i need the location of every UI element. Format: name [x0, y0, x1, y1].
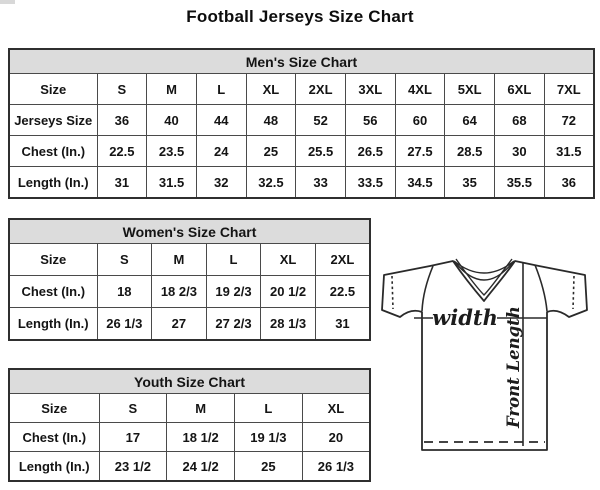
mens-size-chart-table: [8, 48, 595, 199]
table-row: [9, 136, 594, 167]
table-cell: 17: [99, 423, 167, 452]
table-cell: 23.5: [147, 136, 197, 167]
table-row: [9, 394, 370, 423]
table-row: [9, 276, 370, 308]
row-header-cell: Size: [9, 74, 97, 105]
table-cell: L: [196, 74, 246, 105]
table-cell: 20: [302, 423, 370, 452]
womens-table-title: Women's Size Chart: [9, 219, 370, 244]
table-cell: 33.5: [345, 167, 395, 199]
table-cell: 31: [97, 167, 147, 199]
width-label: width: [432, 305, 498, 330]
table-title-row: [9, 369, 370, 394]
table-row: [9, 74, 594, 105]
table-cell: 35.5: [495, 167, 545, 199]
table-row: [9, 105, 594, 136]
youth-table-title: Youth Size Chart: [9, 369, 370, 394]
table-cell: L: [206, 244, 261, 276]
table-cell: M: [152, 244, 207, 276]
table-cell: 68: [495, 105, 545, 136]
table-cell: L: [235, 394, 303, 423]
table-title-row: [9, 49, 594, 74]
table-row: [9, 167, 594, 199]
table-cell: 35: [445, 167, 495, 199]
table-cell: 31: [315, 308, 370, 341]
table-cell: 56: [345, 105, 395, 136]
row-header-cell: Length (In.): [9, 167, 97, 199]
table-row: [9, 244, 370, 276]
table-row: [9, 452, 370, 482]
table-cell: 22.5: [97, 136, 147, 167]
table-cell: S: [97, 244, 152, 276]
row-header-cell: Chest (In.): [9, 276, 97, 308]
table-cell: M: [167, 394, 235, 423]
table-cell: 32: [196, 167, 246, 199]
table-cell: 24 1/2: [167, 452, 235, 482]
table-cell: 27: [152, 308, 207, 341]
table-cell: XL: [261, 244, 316, 276]
table-cell: 25: [235, 452, 303, 482]
table-cell: S: [99, 394, 167, 423]
table-cell: 60: [395, 105, 445, 136]
youth-size-chart-table: [8, 368, 371, 482]
table-cell: 31.5: [544, 136, 594, 167]
jersey-outline: [382, 261, 587, 450]
table-cell: 28 1/3: [261, 308, 316, 341]
table-cell: 64: [445, 105, 495, 136]
scan-artifact: [0, 0, 15, 4]
page-title: Football Jerseys Size Chart: [186, 7, 414, 26]
table-row: [9, 423, 370, 452]
table-cell: 6XL: [495, 74, 545, 105]
table-cell: 5XL: [445, 74, 495, 105]
table-cell: 48: [246, 105, 296, 136]
table-title-row: [9, 219, 370, 244]
table-cell: 26 1/3: [302, 452, 370, 482]
table-cell: 22.5: [315, 276, 370, 308]
table-row: [9, 308, 370, 341]
womens-size-chart-table: [8, 218, 371, 341]
jersey-measurement-diagram: [376, 245, 590, 457]
jersey-diagram-svg: [376, 245, 590, 457]
table-cell: 20 1/2: [261, 276, 316, 308]
table-cell: 7XL: [544, 74, 594, 105]
table-cell: 28.5: [445, 136, 495, 167]
table-cell: 26.5: [345, 136, 395, 167]
table-cell: 27.5: [395, 136, 445, 167]
table-cell: 3XL: [345, 74, 395, 105]
mens-table-title: Men's Size Chart: [9, 49, 594, 74]
table-cell: 52: [296, 105, 346, 136]
table-cell: 18: [97, 276, 152, 308]
table-cell: 31.5: [147, 167, 197, 199]
front-length-label: Front Length: [504, 306, 523, 428]
table-cell: 19 1/3: [235, 423, 303, 452]
table-cell: XL: [302, 394, 370, 423]
table-cell: 72: [544, 105, 594, 136]
table-cell: 2XL: [315, 244, 370, 276]
table-cell: 23 1/2: [99, 452, 167, 482]
row-header-cell: Length (In.): [9, 452, 99, 482]
table-cell: 26 1/3: [97, 308, 152, 341]
table-cell: 44: [196, 105, 246, 136]
table-cell: M: [147, 74, 197, 105]
row-header-cell: Chest (In.): [9, 423, 99, 452]
table-cell: 2XL: [296, 74, 346, 105]
table-cell: 30: [495, 136, 545, 167]
table-cell: 40: [147, 105, 197, 136]
table-cell: 25: [246, 136, 296, 167]
table-cell: 25.5: [296, 136, 346, 167]
table-cell: 19 2/3: [206, 276, 261, 308]
row-header-cell: Chest (In.): [9, 136, 97, 167]
table-cell: 24: [196, 136, 246, 167]
table-cell: 33: [296, 167, 346, 199]
row-header-cell: Length (In.): [9, 308, 97, 341]
table-cell: S: [97, 74, 147, 105]
table-cell: 36: [97, 105, 147, 136]
row-header-cell: Jerseys Size: [9, 105, 97, 136]
table-cell: XL: [246, 74, 296, 105]
table-cell: 36: [544, 167, 594, 199]
row-header-cell: Size: [9, 244, 97, 276]
table-cell: 27 2/3: [206, 308, 261, 341]
table-cell: 18 1/2: [167, 423, 235, 452]
row-header-cell: Size: [9, 394, 99, 423]
table-cell: 34.5: [395, 167, 445, 199]
table-cell: 32.5: [246, 167, 296, 199]
table-cell: 4XL: [395, 74, 445, 105]
table-cell: 18 2/3: [152, 276, 207, 308]
